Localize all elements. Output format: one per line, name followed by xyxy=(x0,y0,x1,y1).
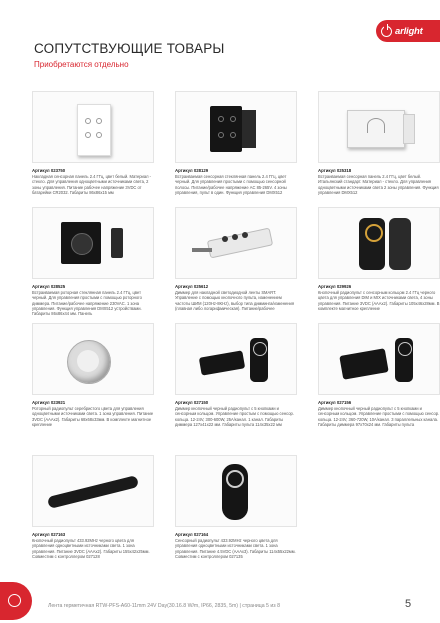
product-article: Артикул 023750 xyxy=(32,168,66,173)
page-title: СОПУТСТВУЮЩИЕ ТОВАРЫ xyxy=(34,41,225,56)
product-article: Артикул 028129 xyxy=(175,168,209,173)
product-photo-rotary-remote xyxy=(32,323,154,395)
product-photo-touch-panel-italian xyxy=(318,91,440,163)
footer-text: Лента герметичная RTW-PFS-A60-11mm 24V Day(30.16.8 W/m, IP66, 2835, 5m) | страница 5 из 8 xyxy=(48,603,280,609)
power-icon xyxy=(381,26,392,37)
product-card[interactable] xyxy=(175,455,297,559)
product-description: Встраиваемая сенсорная панель 2.4 ГГц, цвет белый. Итальянский стандарт. Материал - стекло. Для управления одноцветными источниками света 2 зоны управления. Функция управления DMX512 xyxy=(318,174,439,195)
product-description: Диммер кнопочный черный радиопульт с 5 кнопками и сенсорным кольцом. Управление простыми с помощью сенсор. кольца. 12-24V, 360-720W, 10A/канал. 3 параллельных канала. Габариты диммера 97x70x24 мм. Габариты пульта xyxy=(318,406,440,427)
arlight-logo xyxy=(376,20,440,42)
product-card[interactable] xyxy=(175,207,297,311)
product-description: Встраиваемая роторная стеклянная панель 2.4 ГГц, цвет черный. Для управления простыми с помощью роторного диммера. Питание/рабочее напряжение 230VAC. 1 зона управления. Функция управления DMX512 устройствами. Габариты 86x86x44 мм. Панель xyxy=(32,290,142,317)
product-photo-touch-panel-white xyxy=(32,91,154,163)
product-article: Артикул 023921 xyxy=(32,400,66,405)
product-description: Сенсорный радиопульт 433.92MHz черного цвета для управления одноцветными источниками света. 1 зона управления. Питание 4.5VDC (AAAx3). Габариты 114x55x22мм. Совместим с контроллером 027135 xyxy=(175,538,296,559)
product-article: Артикул 029926 xyxy=(318,284,352,289)
product-description: Диммер кнопочный черный радиопульт с 5 кнопками и сенсорным кольцом. Управление простым с помощью сенсор. кольца. 12-24V, 300-600W, 25A/канал. 1 канал. Габариты диммера 127x41x22 мм. Габариты пульта 114x35x22 мм xyxy=(175,406,294,427)
product-article: Артикул 025318 xyxy=(318,168,352,173)
product-photo-rotary-panel xyxy=(32,207,154,279)
product-card[interactable] xyxy=(175,323,297,427)
power-icon xyxy=(8,594,21,607)
product-card[interactable] xyxy=(32,91,154,195)
page-number: 5 xyxy=(405,598,412,610)
product-article: Артикул 027164 xyxy=(175,532,209,537)
product-article: Артикул 027163 xyxy=(32,532,66,537)
product-photo-remote-ring xyxy=(318,207,440,279)
product-card[interactable] xyxy=(32,207,154,316)
product-article: Артикул 025612 xyxy=(175,284,209,289)
logo-text: arlight xyxy=(395,25,423,37)
product-description: Кнопочный радиопульт 433.92MHz черного цвета для управления одноцветными источниками света. 1 зона управления. Питание 3VDC (AAAx2). Габариты 155x42x25мм. Совместим с контроллером 027128 xyxy=(32,538,150,559)
footer-power-badge xyxy=(0,582,32,620)
product-description: Встраиваемая сенсорная стеклянная панель 2.4 ГГц, цвет черный. Для управления простыми с помощью сенсорной полосы. Питание/рабочее напряжение AC 85-265V. 4 зоны управления, пульт в один. Функция управления DMX512 xyxy=(175,174,287,195)
product-card[interactable] xyxy=(318,323,440,427)
product-article: Артикул 028525 xyxy=(32,284,66,289)
product-description: Диммер для накладной светодиодной ленты SMART. Управление с помощью кнопочного пульта, изменением частоты ШИМ (120Hz-8KHz), выбор типа димминга/изменения (плавная либо логарифмическая). Питание/рабочее xyxy=(175,290,295,311)
page-subtitle: Приобретаются отдельно xyxy=(34,60,129,69)
product-card[interactable] xyxy=(32,323,154,427)
product-card[interactable] xyxy=(32,455,154,559)
product-article: Артикул 027150 xyxy=(175,400,209,405)
product-description: Роторный радиопульт серебристого цвета для управления одноцветными источниками света. 1 зона управления. Питание 3VDC (AAAx2). Габариты 68x68x33мм. В комплекте магнитное крепление xyxy=(32,406,154,427)
product-card[interactable] xyxy=(318,207,440,311)
product-photo-dimmer-kit-3ch xyxy=(318,323,440,395)
product-photo-touch-panel-black xyxy=(175,91,297,163)
product-card[interactable] xyxy=(175,91,297,195)
product-description: Кнопочный радиопульт с сенсорным кольцом 2.4 ГГц черного цвета для управления DIM и MIX источниками света, 4 зоны управления. Питание 3VDC (AAAx2). Габариты 105x46x28мм. В комплекте магнитное крепление xyxy=(318,290,440,311)
product-photo-button-remote xyxy=(32,455,154,527)
product-photo-touch-remote xyxy=(175,455,297,527)
product-photo-dimmer-kit-1ch xyxy=(175,323,297,395)
product-description: Накладная сенсорная панель 2.4 ГГц, цвет белый. Материал - стекло. Для управления одноцветными источниками света, 2 зоны управления. Питание рабочее напряжение 3VDC от батарейки CR2032. Габариты 86x86x15 мм xyxy=(32,174,152,195)
product-card[interactable] xyxy=(318,91,440,195)
product-photo-dimmer xyxy=(175,207,297,279)
product-article: Артикул 027156 xyxy=(318,400,352,405)
